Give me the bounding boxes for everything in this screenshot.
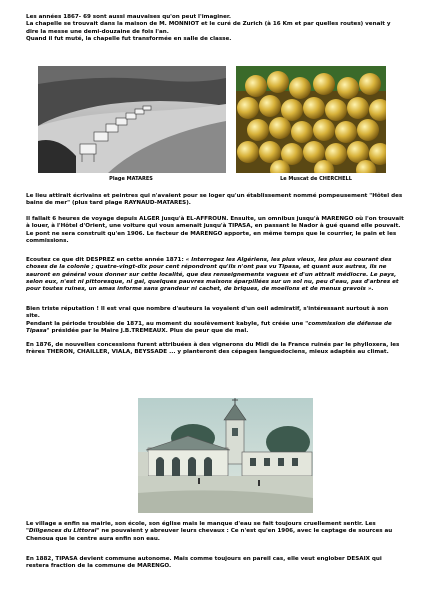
text-p10a: Le village a enfin sa mairie, son école, son église mais le manque d'eau se fait toujours cruellement sentir. Les xyxy=(26,521,376,527)
caption-grapes: Le Muscat de CHERCHELL xyxy=(280,176,352,182)
caption-beach: Plage MATARES xyxy=(109,176,153,182)
paragraph-voyage: Il fallait 6 heures de voyage depuis ALGER jusqu'à EL-AFFROUN. Ensuite, un omnibus jusqu'à MARENGO où l'on trouvait à louer, à l'Hôtel d'Orient, une voiture qui vous amenait jusqu'à TIPASA, en passant le Nador à gué quand elle pouvait. Le pont ne sera construit qu'en 1906. Le facteur de MARENGO apporte, en même temps que le courrier, le pain et les commissions. xyxy=(26,216,404,244)
text-p8a: Pendant la période troublée de 1871, au moment du soulèvement kabyle, fut créée une xyxy=(26,320,306,327)
text-p2: La chapelle se trouvait dans la maison de M. MONNIOT et le curé de Zurich (à 16 Km et par quelles routes) venait y dire la messe une demi-douzaine de fois l'an. xyxy=(26,21,391,35)
text-p3: Quand il fut muté, la chapelle fut transformée en salle de classe. xyxy=(26,35,232,42)
text-p10b: ne pouvaient y abreuver leurs chevaux : Ce n'est qu'en 1906, avec le captage de sources au Chenoua que le centre aura enfin son eau. xyxy=(26,528,393,542)
text-p8-quote: "commission de défense de Tipasa" xyxy=(26,320,392,334)
text-p8b: présidée par le Maire J.B.TREMEAUX. Plus de peur que de mal. xyxy=(49,327,249,334)
paragraph-desprez xyxy=(26,257,404,293)
beach-image xyxy=(38,66,226,173)
paragraph-intro xyxy=(26,14,404,43)
village-image xyxy=(138,398,313,513)
desprez-quote: « Interrogez les Algériens, les plus vieux, les plus au courant des choses de la colonie ; quatre-vingt-dix pour cent répondront qu'ils n'ont pas vu Tipasa, et quant aux autres, ils ne sauront en général vous donner sur cette localité, que des renseignements vagues et d'un attrait médiocre. Le pays, selon eux, n'est ni pittoresque, ni gai, quelques pauvres maisons éparpillées sur un sol nu, peu d'eau, pas d'arbres et pour toutes ruines, un amas informe sans grandeur ni cachet, de briques, de moellons et de menus gravois ». xyxy=(26,257,399,293)
photo-muscat-cherchell xyxy=(236,66,386,173)
grapes-image xyxy=(236,66,386,173)
paragraph-concessions: En 1876, de nouvelles concessions furent attribuées à des vignerons du Midi de la France ruinés par le phylloxera, les frères THERON, CHAILLER, VIALA, BEYSSADE ... y planteront des cépages languedociens, mieux adaptés au climat. xyxy=(26,342,400,356)
paragraph-commune: En 1882, TIPASA devient commune autonome. Mais comme toujours en pareil cas, elle veut englober DESAIX qui restera fraction de la commune de MARENGO. xyxy=(26,556,382,570)
desprez-intro: Ecoutez ce que dit DESPREZ en cette année 1871: xyxy=(26,257,186,263)
photo-plage-matares xyxy=(38,66,226,173)
text-p1: Les années 1867- 69 sont aussi mauvaises qu'on peut l'imaginer. xyxy=(26,14,231,20)
paragraph-mairie xyxy=(26,521,404,543)
paragraph-hotel: Le lieu attirait écrivains et peintres qui n'avaient pour se loger qu'un établissement nommé pompeusement "Hôtel des bains de mer" (plus tard plage RAYNAUD-MATARES). xyxy=(26,193,403,207)
photo-village xyxy=(138,398,313,513)
text-p10-quote: "Diligences du Littoral" xyxy=(26,528,100,535)
text-p7: Bien triste réputation ! Il est vrai que nombre d'auteurs la voyaient d'un oeil admiratif, s'intéressant surtout à son site. xyxy=(26,306,389,320)
paragraph-reputation xyxy=(26,306,404,335)
